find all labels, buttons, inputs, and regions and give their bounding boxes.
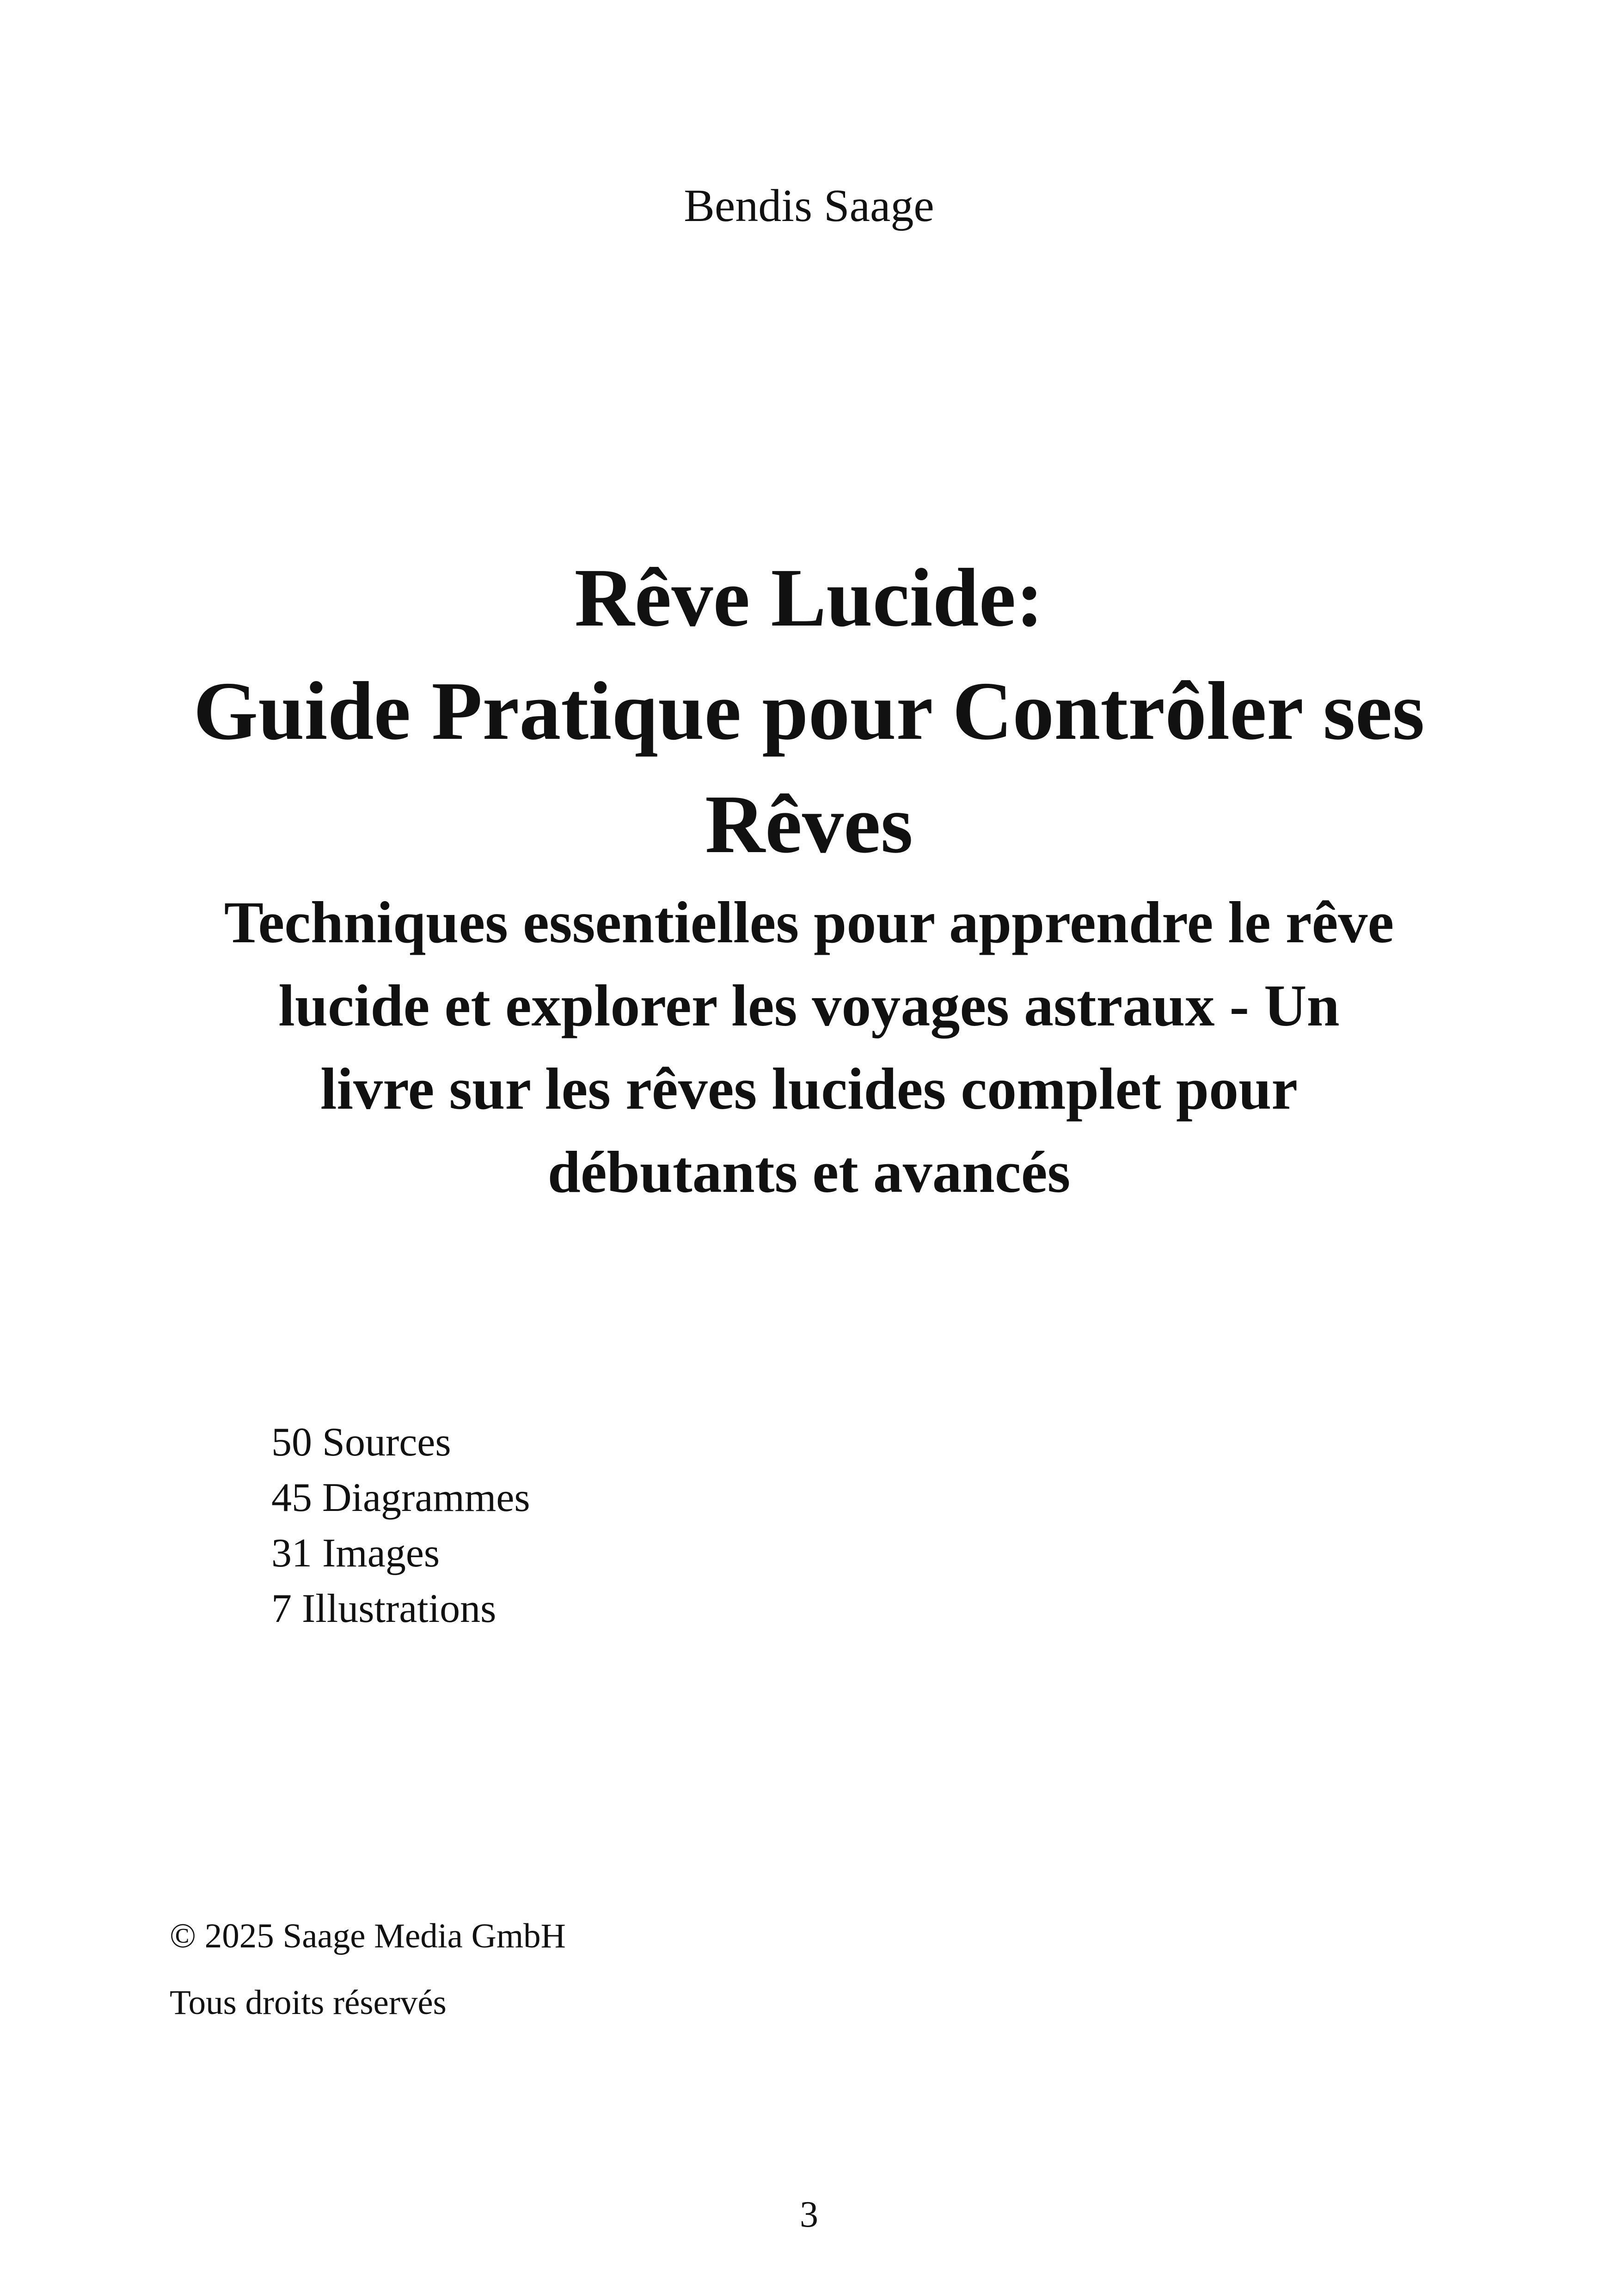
- book-subtitle: [116, 881, 1502, 1214]
- title-line: Guide Pratique pour Contrôler ses: [193, 665, 1425, 757]
- subtitle-line: débutants et avancés: [547, 1139, 1071, 1205]
- book-title: [116, 541, 1502, 881]
- page-number: 3: [800, 2194, 818, 2235]
- copyright-notice: © 2025 Saage Media GmbH: [170, 1917, 566, 1955]
- subtitle-line: lucide et explorer les voyages astraux - Un: [278, 973, 1340, 1038]
- subtitle-line: Techniques essentielles pour apprendre le rêve: [224, 890, 1394, 955]
- stat-diagrams: 45 Diagrammes: [271, 1475, 530, 1520]
- title-line: Rêve Lucide:: [574, 552, 1044, 644]
- stat-images: 31 Images: [271, 1531, 440, 1576]
- stat-illustrations: 7 Illustrations: [271, 1586, 496, 1631]
- title-line: Rêves: [705, 778, 913, 870]
- stat-sources: 50 Sources: [271, 1420, 451, 1465]
- subtitle-line: livre sur les rêves lucides complet pour: [320, 1056, 1298, 1122]
- content-stats-list: [271, 1415, 530, 1637]
- author-name: Bendis Saage: [684, 180, 934, 231]
- rights-notice: Tous droits réservés: [170, 1983, 447, 2022]
